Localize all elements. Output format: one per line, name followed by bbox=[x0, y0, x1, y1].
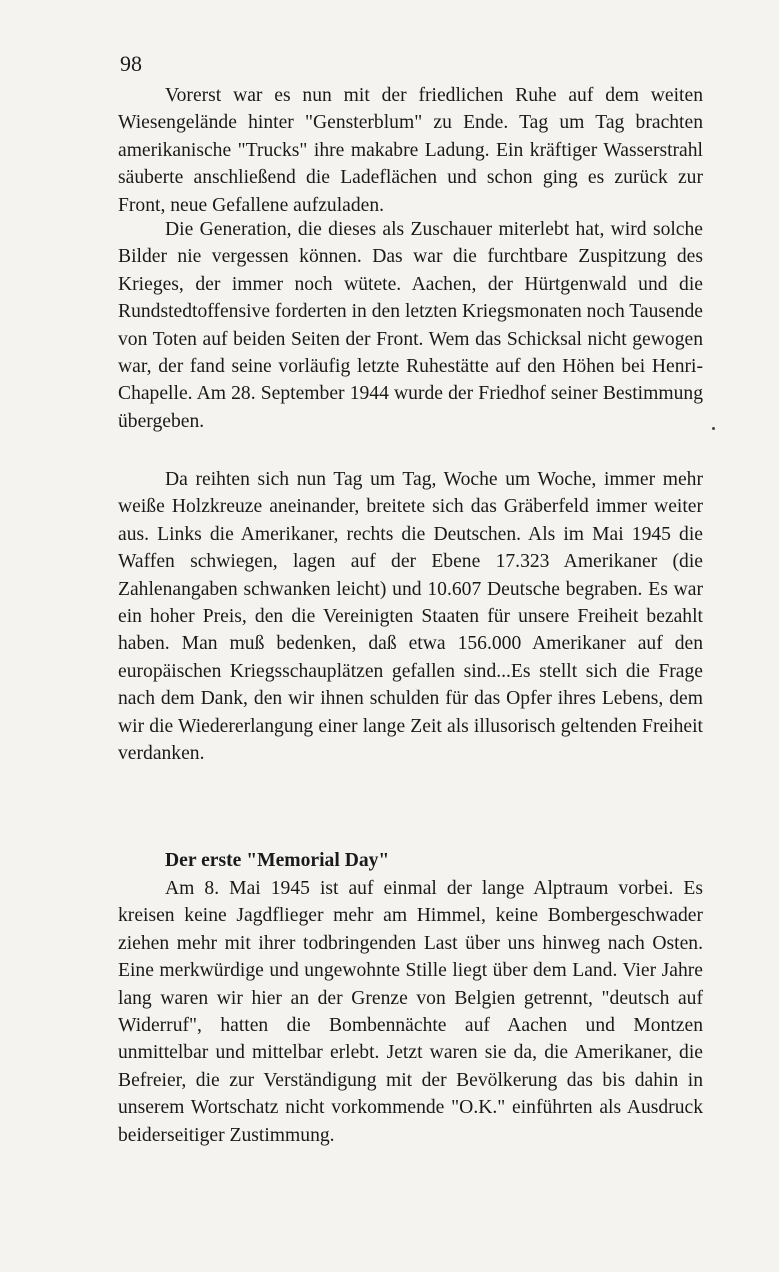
page-number: 98 bbox=[120, 51, 142, 76]
paragraph: Da reihten sich nun Tag um Tag, Woche um Woche, immer mehr weiße Holzkreuze aneinander, breitete sich das Gräberfeld immer weiter aus. Links die Amerikaner, rechts die Deutschen. Als im Mai 1945 die Waffen schwiegen, lagen auf der Ebene 17.323 Amerikaner (die Zahlenangaben schwanken leicht) und 10.607 Deutsche begraben. Es war ein hoher Preis, den die Vereinigten Staaten für unsere Freiheit bezahlt haben. Man muß bedenken, daß etwa 156.000 Amerikaner auf den europäischen Kriegsschauplätzen gefallen sind...Es stellt sich die Frage nach dem Dank, den wir ihnen schulden für das Opfer ihres Lebens, dem wir die Wiedererlangung einer lange Zeit als illusorisch geltenden Freiheit verdanken. bbox=[118, 469, 703, 765]
paragraph: Vorerst war es nun mit der friedlichen Ruhe auf dem weiten Wiesengelände hinter "Gensterblum" zu Ende. Tag um Tag brachten amerikanische "Trucks" ihre makabre Ladung. Ein kräftiger Wasserstrahl säuberte anschließend die Ladeflächen und schon ging es zurück zur Front, neue Gefallene aufzuladen. bbox=[118, 85, 703, 216]
paragraph-block-3 bbox=[118, 466, 703, 767]
paragraph-block-4 bbox=[118, 875, 703, 1149]
section-heading: Der erste "Memorial Day" bbox=[165, 850, 390, 871]
paragraph-block-2 bbox=[118, 216, 703, 435]
stray-mark bbox=[712, 427, 715, 430]
paragraph: Am 8. Mai 1945 ist auf einmal der lange Alptraum vorbei. Es kreisen keine Jagdflieger mehr am Himmel, keine Bombergeschwader ziehen mehr mit ihrer todbringenden Last über uns hinweg nach Osten. Eine merkwürdige und ungewohnte Stille liegt über dem Land. Vier Jahre lang waren wir hier an der Grenze von Belgien getrennt, "deutsch auf Widerruf", hatten die Bombennächte auf Aachen und Montzen unmittelbar und mittelbar erlebt. Jetzt waren sie da, die Amerikaner, die Befreier, die zur Verständigung mit der Bevölkerung das bis dahin in unserem Wortschatz nicht vorkommende "O.K." einführten als Ausdruck beiderseitiger Zustimmung. bbox=[118, 878, 703, 1146]
paragraph-block-1 bbox=[118, 82, 703, 219]
paragraph: Die Generation, die dieses als Zuschauer miterlebt hat, wird solche Bilder nie vergessen können. Das war die furchtbare Zuspitzung des Krieges, der immer noch wütete. Aachen, der Hürtgenwald und die Rundstedtoffensive forderten in den letzten Kriegsmonaten noch Tausende von Toten auf beiden Seiten der Front. Wem das Schicksal nicht gewogen war, der fand seine vorläufig letzte Ruhestätte auf den Höhen bei Henri-Chapelle. Am 28. September 1944 wurde der Friedhof seiner Bestimmung übergeben. bbox=[118, 219, 703, 432]
